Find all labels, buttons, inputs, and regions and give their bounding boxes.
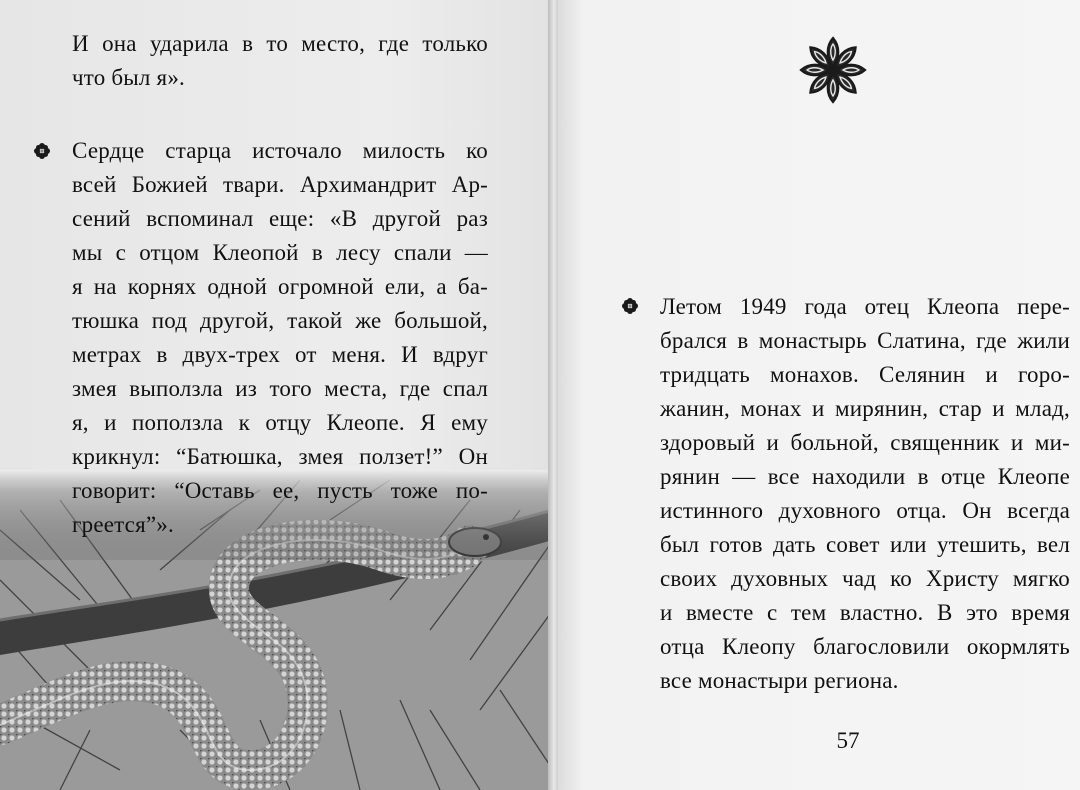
- text-line: истинного духовного отца. Он всегда: [660, 498, 1070, 523]
- text-line: Летом 1949 года отец Клеопа пере-: [660, 294, 1070, 319]
- text-line: все монастыри региона.: [660, 668, 899, 693]
- text-line: жанин, монах и мирянин, стар и млад,: [660, 396, 1070, 421]
- text-line: своих духовных чад ко Христу мягко: [660, 566, 1070, 591]
- text-line: здоровый и больной, священник и ми-: [660, 430, 1070, 455]
- text-line: тридцать монахов. Селянин и горо-: [660, 362, 1070, 387]
- text-line: что был я».: [72, 65, 185, 90]
- text-line: был готов дать совет или утешить, вел: [660, 532, 1070, 557]
- text-line: метрах в двух-трех от меня. И вдруг: [72, 342, 488, 367]
- text-line: говорит: “Оставь ее, пусть тоже по-: [72, 478, 488, 503]
- floral-rosette-ornament-icon: [797, 34, 869, 106]
- left-page-top-text: [72, 27, 488, 95]
- text-line: сений вспоминал еще: «В другой раз: [72, 206, 488, 231]
- left-page-paragraph: [72, 134, 488, 542]
- text-line: я, и поползла к отцу Клеопе. Я ему: [72, 410, 488, 435]
- text-line: я на корнях одной огромной ели, а ба-: [72, 274, 488, 299]
- text-line: отца Клеопу благословили окормлять: [660, 634, 1070, 659]
- text-line: рянин — все находили в отце Клеопе: [660, 464, 1070, 489]
- book-gutter: [548, 0, 558, 790]
- text-line: мы с отцом Клеопой в лесу спали —: [72, 240, 488, 265]
- right-page-paragraph: [660, 290, 1070, 698]
- text-line: тюшка под другой, такой же большой,: [72, 308, 488, 333]
- text-line: и вместе с тем властно. В это время: [660, 600, 1070, 625]
- text-line: всей Божией твари. Архимандрит Ар-: [72, 172, 488, 197]
- flower-bullet-icon: [622, 298, 638, 314]
- text-line: крикнул: “Батюшка, змея ползет!” Он: [72, 444, 488, 469]
- page-number: 57: [836, 728, 860, 753]
- text-line: змея выползла из того места, где спал: [72, 376, 488, 401]
- text-line: греется”».: [72, 512, 174, 537]
- text-line: И она ударила в то место, где только: [72, 31, 488, 56]
- flower-bullet-icon: [34, 143, 50, 159]
- text-line: Сердце старца источало милость ко: [72, 138, 488, 163]
- text-line: брался в монастырь Слатина, где жили: [660, 328, 1070, 353]
